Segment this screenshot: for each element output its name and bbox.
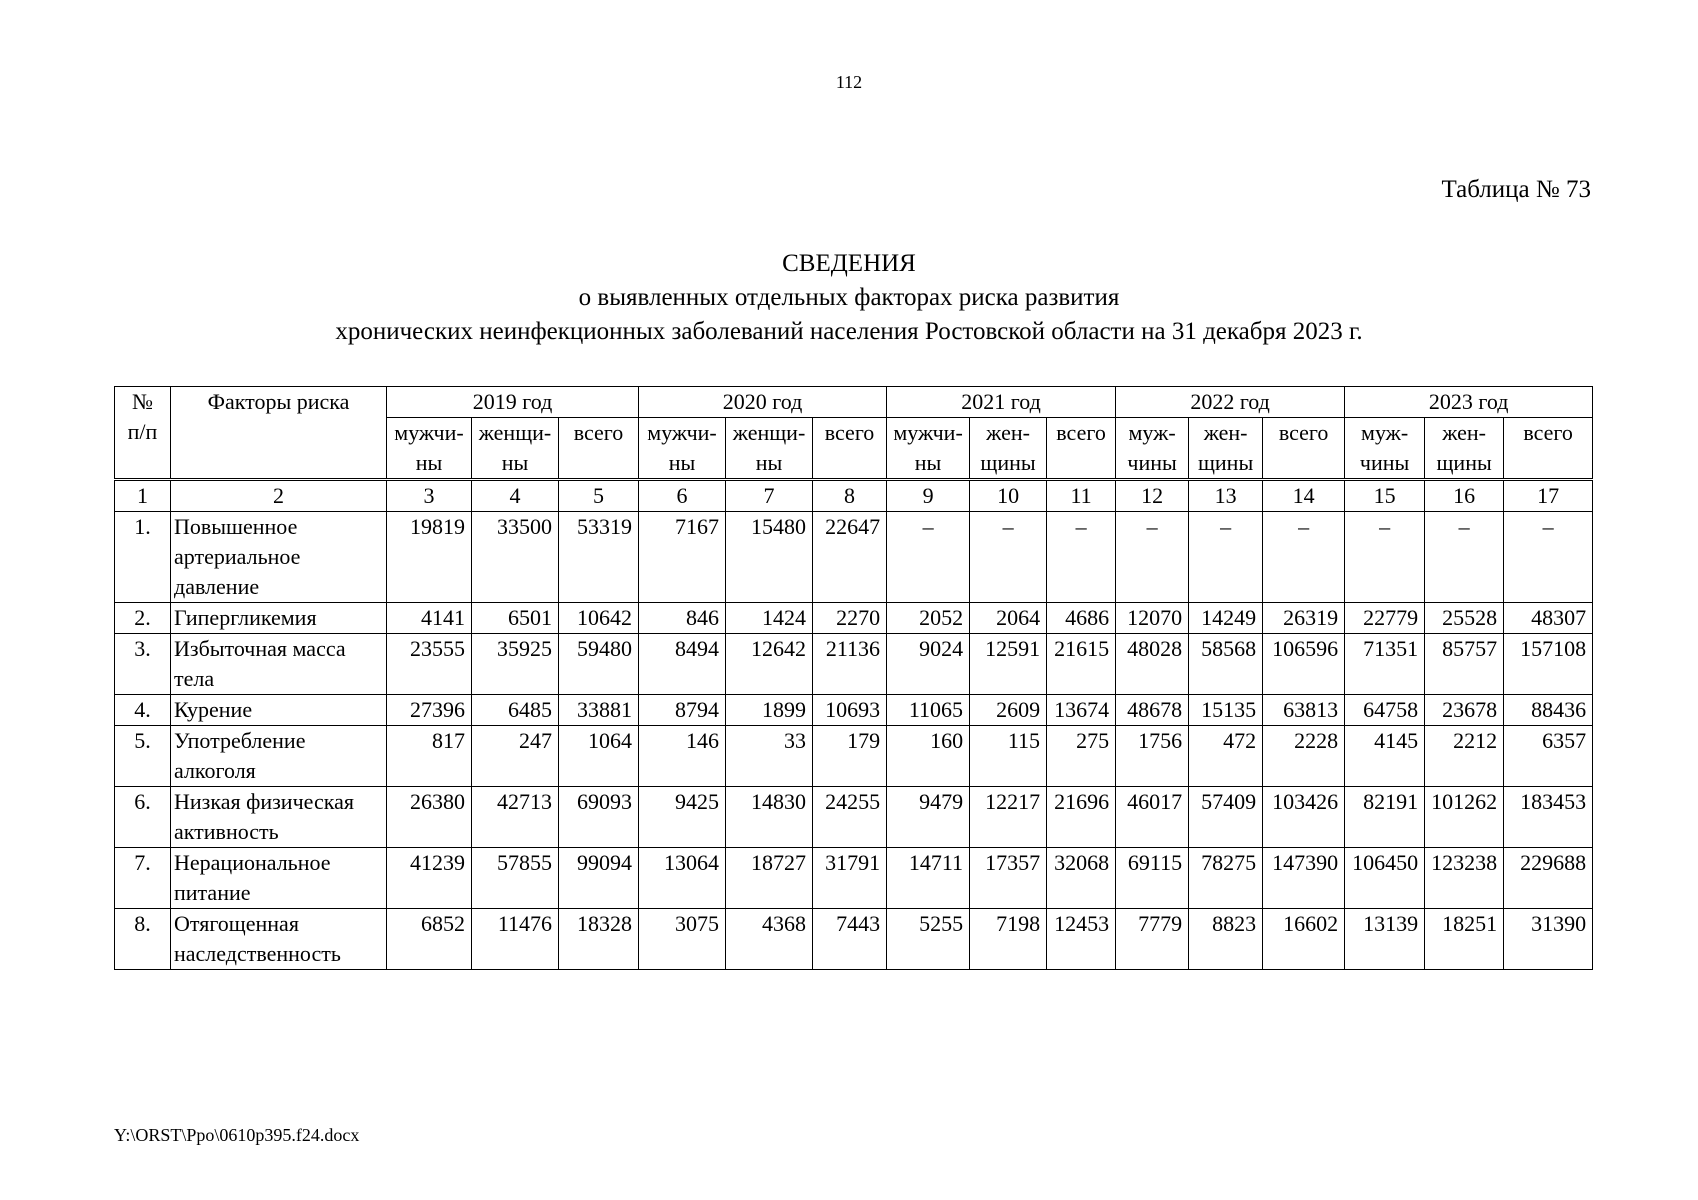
header-sub: всего (1504, 418, 1593, 480)
value-cell: 33 (726, 726, 813, 787)
value-cell: 53319 (559, 512, 639, 603)
value-cell: 48028 (1116, 634, 1189, 695)
column-number: 16 (1425, 480, 1504, 512)
value-cell: 69115 (1116, 848, 1189, 909)
value-cell: 8794 (639, 695, 726, 726)
value-cell: 10693 (813, 695, 887, 726)
header-row-years (115, 387, 1593, 418)
title-line-2: о выявленных отдельных факторах риска развития (578, 284, 1120, 311)
value-cell: 15480 (726, 512, 813, 603)
value-cell: 2064 (970, 603, 1047, 634)
value-cell: 7443 (813, 909, 887, 970)
header-sub: женщи- (472, 418, 559, 449)
column-number: 17 (1504, 480, 1593, 512)
value-cell: 12642 (726, 634, 813, 695)
value-cell: 15135 (1189, 695, 1263, 726)
value-cell: 41239 (387, 848, 472, 909)
value-cell: 27396 (387, 695, 472, 726)
header-sub-2: ны (639, 448, 726, 480)
value-cell: 7167 (639, 512, 726, 603)
header-sub-2: щины (1425, 448, 1504, 480)
value-cell: 21615 (1047, 634, 1116, 695)
risk-factor-name: Избыточная масса тела (171, 634, 387, 695)
value-cell: 7198 (970, 909, 1047, 970)
table-row (115, 603, 1593, 634)
value-cell: 25528 (1425, 603, 1504, 634)
header-number-line2: п/п (127, 419, 158, 444)
value-cell: 32068 (1047, 848, 1116, 909)
value-cell: 115 (970, 726, 1047, 787)
value-cell: – (1189, 512, 1263, 603)
value-cell: 21696 (1047, 787, 1116, 848)
row-number: 5. (115, 726, 171, 787)
header-year: 2019 год (387, 387, 639, 418)
value-cell: 16602 (1263, 909, 1345, 970)
value-cell: 69093 (559, 787, 639, 848)
table-row (115, 695, 1593, 726)
header-sub-2: ны (472, 448, 559, 480)
value-cell: 17357 (970, 848, 1047, 909)
header-sub: мужчи- (639, 418, 726, 449)
row-number: 6. (115, 787, 171, 848)
risk-factor-name: Повышенное артериальное давление (171, 512, 387, 603)
header-sub: мужчи- (887, 418, 970, 449)
value-cell: 101262 (1425, 787, 1504, 848)
value-cell: 4141 (387, 603, 472, 634)
value-cell: 13674 (1047, 695, 1116, 726)
header-year: 2021 год (887, 387, 1116, 418)
value-cell: 6357 (1504, 726, 1593, 787)
value-cell: 46017 (1116, 787, 1189, 848)
value-cell: 1899 (726, 695, 813, 726)
risk-factor-name: Употребление алкоголя (171, 726, 387, 787)
value-cell: 6852 (387, 909, 472, 970)
header-year: 2022 год (1116, 387, 1345, 418)
value-cell: 13139 (1345, 909, 1425, 970)
column-number: 7 (726, 480, 813, 512)
value-cell: – (887, 512, 970, 603)
value-cell: 31390 (1504, 909, 1593, 970)
value-cell: 179 (813, 726, 887, 787)
column-number: 1 (115, 480, 171, 512)
value-cell: 5255 (887, 909, 970, 970)
header-sub-2: ны (387, 448, 472, 480)
column-number: 8 (813, 480, 887, 512)
header-sub: жен- (970, 418, 1047, 449)
value-cell: 11065 (887, 695, 970, 726)
value-cell: 2609 (970, 695, 1047, 726)
value-cell: 22779 (1345, 603, 1425, 634)
value-cell: – (1116, 512, 1189, 603)
header-sub: жен- (1425, 418, 1504, 449)
value-cell: 106596 (1263, 634, 1345, 695)
value-cell: 26319 (1263, 603, 1345, 634)
value-cell: 103426 (1263, 787, 1345, 848)
risk-factor-name: Курение (171, 695, 387, 726)
column-numbers-row (115, 480, 1593, 512)
value-cell: 99094 (559, 848, 639, 909)
value-cell: 106450 (1345, 848, 1425, 909)
value-cell: 14711 (887, 848, 970, 909)
value-cell: 123238 (1425, 848, 1504, 909)
value-cell: 9479 (887, 787, 970, 848)
value-cell: – (1425, 512, 1504, 603)
header-sub-2: щины (1189, 448, 1263, 480)
header-sub: всего (1263, 418, 1345, 480)
value-cell: 57855 (472, 848, 559, 909)
column-number: 2 (171, 480, 387, 512)
risk-factors-table (114, 386, 1593, 970)
table-row (115, 634, 1593, 695)
column-number: 10 (970, 480, 1047, 512)
header-sub-2: ны (887, 448, 970, 480)
header-number-line1: № (132, 389, 153, 414)
header-sub: женщи- (726, 418, 813, 449)
value-cell: 275 (1047, 726, 1116, 787)
value-cell: 63813 (1263, 695, 1345, 726)
value-cell: 1064 (559, 726, 639, 787)
value-cell: 48307 (1504, 603, 1593, 634)
value-cell: 42713 (472, 787, 559, 848)
table-row (115, 909, 1593, 970)
column-number: 9 (887, 480, 970, 512)
value-cell: 247 (472, 726, 559, 787)
value-cell: 48678 (1116, 695, 1189, 726)
value-cell: 6485 (472, 695, 559, 726)
value-cell: 22647 (813, 512, 887, 603)
value-cell: 57409 (1189, 787, 1263, 848)
row-number: 1. (115, 512, 171, 603)
table-row (115, 787, 1593, 848)
value-cell: 13064 (639, 848, 726, 909)
table-label: Таблица № 73 (1441, 176, 1591, 203)
column-number: 3 (387, 480, 472, 512)
table-row (115, 848, 1593, 909)
table-row (115, 726, 1593, 787)
title-line-1: СВЕДЕНИЯ (782, 250, 916, 277)
value-cell: 12453 (1047, 909, 1116, 970)
row-number: 4. (115, 695, 171, 726)
value-cell: 2228 (1263, 726, 1345, 787)
header-sub-2: чины (1116, 448, 1189, 480)
row-number: 2. (115, 603, 171, 634)
value-cell: 11476 (472, 909, 559, 970)
value-cell: 88436 (1504, 695, 1593, 726)
value-cell: 1424 (726, 603, 813, 634)
value-cell: – (970, 512, 1047, 603)
value-cell: 10642 (559, 603, 639, 634)
header-sub: мужчи- (387, 418, 472, 449)
value-cell: 33881 (559, 695, 639, 726)
value-cell: 35925 (472, 634, 559, 695)
value-cell: 472 (1189, 726, 1263, 787)
value-cell: 4145 (1345, 726, 1425, 787)
page-number: 112 (835, 72, 863, 92)
value-cell: 7779 (1116, 909, 1189, 970)
column-number: 13 (1189, 480, 1263, 512)
value-cell: 4686 (1047, 603, 1116, 634)
document-title (0, 247, 1698, 349)
column-number: 11 (1047, 480, 1116, 512)
header-sub-2: ны (726, 448, 813, 480)
value-cell: 8823 (1189, 909, 1263, 970)
value-cell: 146 (639, 726, 726, 787)
value-cell: 33500 (472, 512, 559, 603)
value-cell: 2212 (1425, 726, 1504, 787)
value-cell: 9024 (887, 634, 970, 695)
value-cell: 82191 (1345, 787, 1425, 848)
table-row (115, 512, 1593, 603)
header-sub: всего (1047, 418, 1116, 480)
value-cell: 64758 (1345, 695, 1425, 726)
value-cell: 31791 (813, 848, 887, 909)
row-number: 7. (115, 848, 171, 909)
value-cell: – (1263, 512, 1345, 603)
value-cell: 183453 (1504, 787, 1593, 848)
risk-factor-name: Низкая физическая активность (171, 787, 387, 848)
header-sub: всего (559, 418, 639, 480)
risk-factor-name: Нерациональное питание (171, 848, 387, 909)
value-cell: 12591 (970, 634, 1047, 695)
value-cell: 3075 (639, 909, 726, 970)
value-cell: 14249 (1189, 603, 1263, 634)
value-cell: 71351 (1345, 634, 1425, 695)
value-cell: 817 (387, 726, 472, 787)
value-cell: 12070 (1116, 603, 1189, 634)
risk-factor-name: Гипергликемия (171, 603, 387, 634)
column-number: 5 (559, 480, 639, 512)
value-cell: 846 (639, 603, 726, 634)
value-cell: 2270 (813, 603, 887, 634)
value-cell: 2052 (887, 603, 970, 634)
header-year: 2023 год (1345, 387, 1593, 418)
header-year: 2020 год (639, 387, 887, 418)
value-cell: – (1047, 512, 1116, 603)
value-cell: 14830 (726, 787, 813, 848)
value-cell: 147390 (1263, 848, 1345, 909)
title-line-3: хронических неинфекционных заболеваний населения Ростовской области на 31 декабря 2023 г. (335, 318, 1363, 345)
value-cell: 157108 (1504, 634, 1593, 695)
value-cell: 4368 (726, 909, 813, 970)
column-number: 6 (639, 480, 726, 512)
value-cell: 18727 (726, 848, 813, 909)
header-sub-2: щины (970, 448, 1047, 480)
value-cell: 229688 (1504, 848, 1593, 909)
value-cell: 160 (887, 726, 970, 787)
value-cell: 85757 (1425, 634, 1504, 695)
value-cell: 78275 (1189, 848, 1263, 909)
value-cell: 9425 (639, 787, 726, 848)
value-cell: 23678 (1425, 695, 1504, 726)
value-cell: 23555 (387, 634, 472, 695)
value-cell: 19819 (387, 512, 472, 603)
column-number: 12 (1116, 480, 1189, 512)
value-cell: 18251 (1425, 909, 1504, 970)
value-cell: 26380 (387, 787, 472, 848)
value-cell: 6501 (472, 603, 559, 634)
column-number: 14 (1263, 480, 1345, 512)
value-cell: – (1345, 512, 1425, 603)
row-number: 3. (115, 634, 171, 695)
value-cell: 1756 (1116, 726, 1189, 787)
header-sub: жен- (1189, 418, 1263, 449)
header-number (115, 387, 171, 480)
risk-factor-name: Отягощенная наследственность (171, 909, 387, 970)
row-number: 8. (115, 909, 171, 970)
header-factors: Факторы риска (171, 387, 387, 480)
value-cell: 8494 (639, 634, 726, 695)
header-sub: всего (813, 418, 887, 480)
value-cell: – (1504, 512, 1593, 603)
value-cell: 24255 (813, 787, 887, 848)
value-cell: 59480 (559, 634, 639, 695)
value-cell: 58568 (1189, 634, 1263, 695)
column-number: 4 (472, 480, 559, 512)
file-path-footer: Y:\ORST\Ppo\0610p395.f24.docx (114, 1125, 360, 1145)
header-sub: муж- (1116, 418, 1189, 449)
column-number: 15 (1345, 480, 1425, 512)
value-cell: 18328 (559, 909, 639, 970)
value-cell: 12217 (970, 787, 1047, 848)
header-sub: муж- (1345, 418, 1425, 449)
value-cell: 21136 (813, 634, 887, 695)
header-sub-2: чины (1345, 448, 1425, 480)
